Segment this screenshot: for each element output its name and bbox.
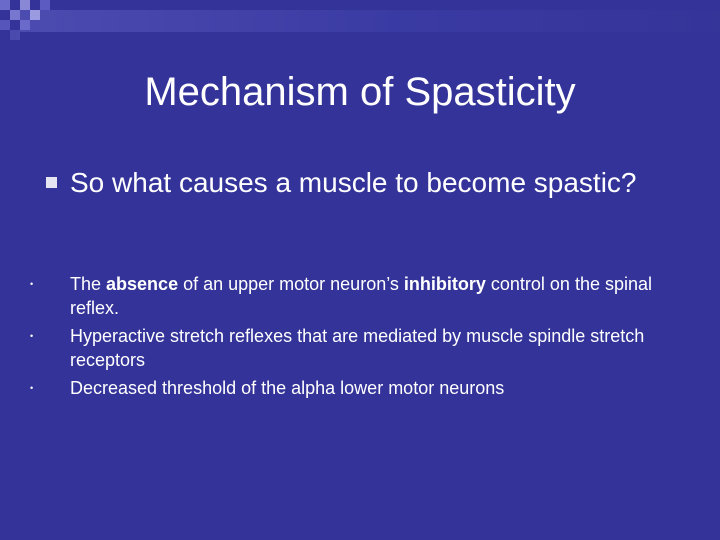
sub-bullet-text: of an upper motor neuron’s xyxy=(178,274,404,294)
sub-bullet-item xyxy=(30,376,690,400)
sub-bullet-list xyxy=(30,272,690,404)
decorative-bar xyxy=(20,10,720,32)
dot-bullet-icon: • xyxy=(30,279,34,289)
decorative-square xyxy=(30,10,40,20)
slide-title: Mechanism of Spasticity xyxy=(144,70,576,114)
sub-bullet-emphasis: absence xyxy=(106,274,179,294)
sub-bullet-item xyxy=(30,272,690,320)
main-bullet-text: So what causes a muscle to become spastic? xyxy=(70,167,637,198)
decorative-square xyxy=(20,0,30,10)
decorative-square xyxy=(20,20,30,30)
decorative-square xyxy=(10,30,20,40)
decorative-square xyxy=(0,20,10,30)
decorative-square xyxy=(10,10,20,20)
dot-bullet-icon: • xyxy=(30,331,34,341)
decorative-square xyxy=(40,0,50,10)
sub-bullet-text: Decreased threshold of the alpha lower motor neurons xyxy=(70,378,505,398)
sub-bullet-text: Hyperactive stretch reflexes that are mediated by muscle spindle stretch receptors xyxy=(70,326,645,370)
decorative-square xyxy=(0,0,10,10)
sub-bullet-item xyxy=(30,324,690,372)
sub-bullet-text: control on the spinal reflex. xyxy=(70,274,652,318)
dot-bullet-icon: • xyxy=(30,383,34,393)
sub-bullet-emphasis: inhibitory xyxy=(403,274,486,294)
square-bullet-icon xyxy=(46,177,57,188)
sub-bullet-text: The xyxy=(70,274,107,294)
